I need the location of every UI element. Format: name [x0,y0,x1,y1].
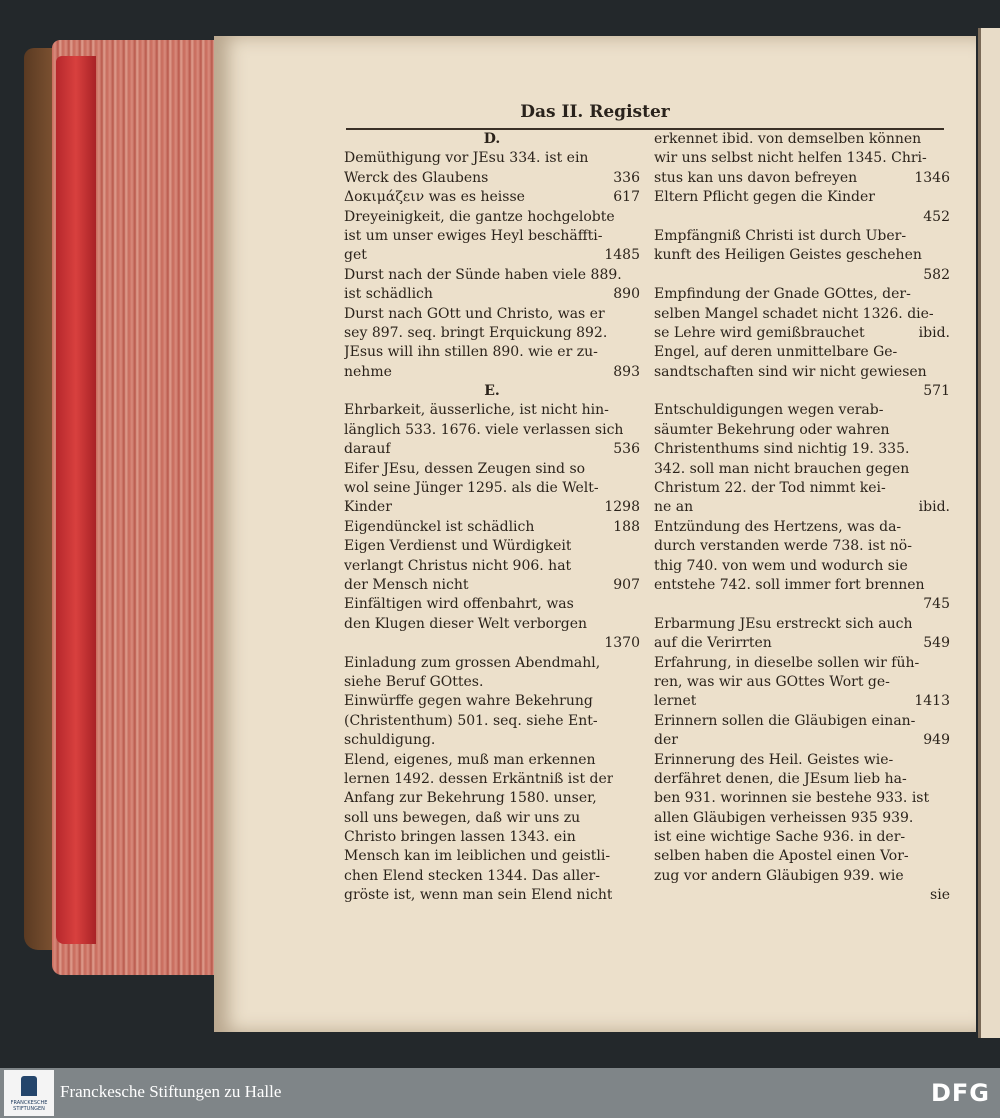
page-number: 571 [923,383,950,400]
index-line [654,285,950,304]
entry-text: Eltern Pflicht gegen die Kinder [654,189,875,206]
index-line [654,557,950,576]
index-line [344,751,640,770]
institution-logo [4,1070,54,1116]
index-line [654,654,950,673]
index-line [654,634,950,653]
entry-text: kunft des Heiligen Geistes geschehen [654,247,922,264]
index-line [344,208,640,227]
entry-text: Anfang zur Bekehrung 1580. unser, [344,790,597,807]
entry-text: stus kan uns davon befreyen [654,169,858,186]
dfg-logo: DFG [930,1079,990,1107]
page-number: 949 [923,732,950,749]
index-line [344,188,640,207]
entry-text: entstehe 742. soll immer fort brennen [654,576,925,593]
entry-text: schuldigung. [344,732,436,749]
entry-text: Christenthums sind nichtig 19. 335. [654,441,910,458]
index-line [344,401,640,420]
entry-text: Christo bringen lassen 1343. ein [344,829,576,846]
right-column [654,130,950,906]
index-line [344,382,640,401]
index-line [654,421,950,440]
entry-text: ren, was wir aus GOttes Wort ge- [654,673,890,690]
index-line [344,343,640,362]
index-line [654,692,950,711]
entry-text: derfähret denen, die JEsum lieb ha- [654,770,907,787]
page-number: 890 [613,286,640,303]
entry-text: soll uns bewegen, daß wir uns zu [344,809,581,826]
entry-text: get [344,247,367,264]
entry-text: chen Elend stecken 1344. Das aller- [344,867,600,884]
index-line [654,595,950,614]
index-line [344,634,640,653]
index-line [654,751,950,770]
facing-page-edge [978,28,1000,1038]
logo-caption: FRANCKESCHE STIFTUNGEN [10,1100,48,1112]
index-line [654,246,950,265]
index-line [344,828,640,847]
book-page [214,36,976,1032]
page-number: 1298 [604,499,640,516]
index-line [344,246,640,265]
index-line [654,537,950,556]
entry-text: ist eine wichtige Sache 936. in der- [654,829,906,846]
entry-text: Erbarmung JEsu erstreckt sich auch [654,615,913,632]
entry-text: D. [483,131,501,147]
index-line [344,518,640,537]
page-number: 1485 [604,247,640,264]
entry-text: Einwürffe gegen wahre Bekehrung [344,693,593,710]
entry-text: 342. soll man nicht brauchen gegen [654,460,910,477]
entry-text: Entschuldigungen wegen verab- [654,402,884,419]
index-line [654,673,950,692]
entry-text: sey 897. seq. bringt Erquickung 892. [344,324,608,341]
index-line [654,130,950,149]
index-line [344,460,640,479]
index-line [654,498,950,517]
page-number: ibid. [918,499,950,516]
index-line [654,227,950,246]
entry-text: verlangt Christus nicht 906. hat [344,557,572,574]
index-line [344,789,640,808]
page-number: 536 [613,441,640,458]
page-number: 907 [613,576,640,593]
entry-text: nehme [344,363,392,380]
index-line [654,460,950,479]
entry-text: gröste ist, wenn man sein Elend nicht [344,887,613,904]
index-line [344,731,640,750]
index-line [344,847,640,866]
entry-text: Eigendünckel ist schädlich [344,518,535,535]
index-line [344,615,640,634]
index-line [344,305,640,324]
index-line [344,130,640,149]
index-line [344,266,640,285]
entry-text: Einfältigen wird offenbahrt, was [344,596,574,613]
entry-text: säumter Bekehrung oder wahren [654,421,890,438]
entry-text: Erinnern sollen die Gläubigen einan- [654,712,916,729]
index-line [344,498,640,517]
entry-text: Eigen Verdienst und Würdigkeit [344,538,572,555]
entry-text: wir uns selbst nicht helfen 1345. Chri- [654,150,927,167]
page-header: Das II. Register [520,102,670,122]
index-line [654,518,950,537]
index-line [654,712,950,731]
index-line [344,149,640,168]
entry-text: Empfängniß Christi ist durch Uber- [654,227,907,244]
page-number: 452 [923,208,950,225]
index-line [344,673,640,692]
entry-text: ben 931. worinnen sie bestehe 933. ist [654,790,930,807]
entry-text: ist um unser ewiges Heyl beschäffti- [344,227,603,244]
index-line [344,692,640,711]
entry-text: Engel, auf deren unmittelbare Ge- [654,344,898,361]
index-line [344,440,640,459]
entry-text: der Mensch nicht [344,576,469,593]
index-line [654,809,950,828]
index-line [654,479,950,498]
index-line [654,789,950,808]
entry-text: Δοκιμάζειν was es heisse [344,189,525,206]
entry-text: darauf [344,441,391,458]
building-icon [21,1076,37,1096]
entry-text: Demüthigung vor JEsu 334. ist ein [344,150,589,167]
entry-text: Kinder [344,499,392,516]
institution-name: Franckesche Stiftungen zu Halle [60,1082,282,1101]
entry-text: JEsus will ihn stillen 890. wie er zu- [344,344,598,361]
page-number: 745 [923,596,950,613]
page-number: 582 [923,266,950,283]
entry-text: den Klugen dieser Welt verborgen [344,615,588,632]
entry-text: Dreyeinigkeit, die gantze hochgelobte [344,208,615,225]
red-page-edges [56,56,96,944]
entry-text: ist schädlich [344,286,433,303]
index-line [654,266,950,285]
entry-text: selben Mangel schadet nicht 1326. die- [654,305,934,322]
index-line [344,479,640,498]
index-line [654,382,950,401]
index-line [344,576,640,595]
index-line [654,324,950,343]
entry-text: (Christenthum) 501. seq. siehe Ent- [344,712,598,729]
entry-text: Christum 22. der Tod nimmt kei- [654,480,886,497]
index-line [654,401,950,420]
page-number: sie [930,887,950,904]
page-number: ibid. [918,324,950,341]
index-line [344,867,640,886]
page-number: 1413 [914,693,950,710]
index-line [344,712,640,731]
index-line [344,595,640,614]
index-line [344,886,640,905]
page-number: 617 [613,189,640,206]
entry-text: selben haben die Apostel einen Vor- [654,848,909,865]
index-line [344,557,640,576]
footer-bar [0,1068,1000,1118]
index-line [654,188,950,207]
index-line [654,615,950,634]
entry-text: erkennet ibid. von demselben können [654,131,922,147]
index-line [344,227,640,246]
entry-text: Werck des Glaubens [344,169,489,186]
index-line [654,886,950,905]
index-line [344,537,640,556]
entry-text: Durst nach der Sünde haben viele 889. [344,266,622,283]
index-line [344,169,640,188]
index-line [654,169,950,188]
entry-text: Eifer JEsu, dessen Zeugen sind so [344,460,586,477]
entry-text: siehe Beruf GOttes. [344,673,484,690]
index-line [654,867,950,886]
index-line [654,363,950,382]
page-number: 1346 [914,169,950,186]
index-line [344,285,640,304]
entry-text: Einladung zum grossen Abendmahl, [344,654,601,671]
index-line [654,576,950,595]
entry-text: Erfahrung, in dieselbe sollen wir füh- [654,654,920,671]
entry-text: der [654,732,678,749]
entry-text: Empfindung der Gnade GOttes, der- [654,286,911,303]
entry-text: länglich 533. 1676. viele verlassen sich [344,421,624,438]
index-line [344,809,640,828]
index-line [654,731,950,750]
entry-text: durch verstanden werde 738. ist nö- [654,538,912,555]
entry-text: sandtschaften sind wir nicht gewiesen [654,363,927,380]
entry-text: lernen 1492. dessen Erkäntniß ist der [344,770,614,787]
entry-text: Erinnerung des Heil. Geistes wie- [654,751,894,768]
entry-text: auf die Verirrten [654,635,772,652]
index-line [344,770,640,789]
entry-text: Mensch kan im leiblichen und geistli- [344,848,611,865]
entry-text: Ehrbarkeit, äusserliche, ist nicht hin- [344,402,609,419]
index-line [344,654,640,673]
entry-text: lernet [654,693,697,710]
index-line [654,828,950,847]
index-line [654,149,950,168]
entry-text: zug vor andern Gläubigen 939. wie [654,867,904,884]
entry-text: wol seine Jünger 1295. als die Welt- [344,480,599,497]
left-column [344,130,640,906]
entry-text: se Lehre wird gemißbrauchet [654,324,865,341]
entry-text: Elend, eigenes, muß man erkennen [344,751,596,768]
page-number: 549 [923,635,950,652]
page-number: 893 [613,363,640,380]
index-line [654,440,950,459]
index-line [344,363,640,382]
entry-text: Durst nach GOtt und Christo, was er [344,305,605,322]
index-line [654,770,950,789]
entry-text: ne an [654,499,694,516]
page-number: 188 [613,518,640,535]
entry-text: allen Gläubigen verheissen 935 939. [654,809,914,826]
entry-text: thig 740. von wem und wodurch sie [654,557,908,574]
index-line [654,208,950,227]
index-line [654,305,950,324]
index-line [344,324,640,343]
entry-text: Entzündung des Hertzens, was da- [654,518,902,535]
page-number: 1370 [604,635,640,652]
page-number: 336 [613,169,640,186]
index-line [654,847,950,866]
index-line [344,421,640,440]
index-line [654,343,950,362]
entry-text: E. [484,383,500,400]
